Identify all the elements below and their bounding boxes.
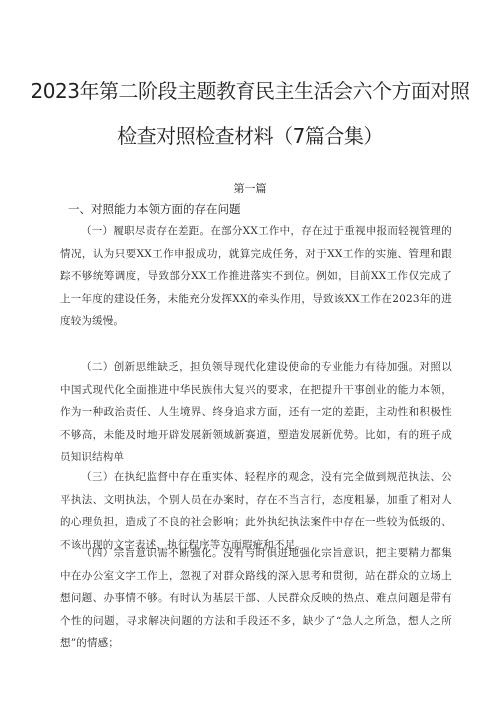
document-title-line-1: 2023年第二阶段主题教育民主生活会六个方面对照 — [30, 79, 470, 103]
paragraph-2: （二）创新思维缺乏，担负领导现代化建设使命的专业能力有待加强。对照以中国式现代化全面推进中华民族伟大复兴的要求，在把提升干事创业的能力本领，作为一种政治责任、人生境界、终身追求方面，还有一定的差距，主动性和积极性不够高，未能及时地开辟发展新领域新赛道，塑造发展新优势。比如，有的班子成员知识结构单 — [60, 361, 452, 464]
paragraph-3: （三）在执纪监督中存在重实体、轻程序的观念，没有完全做到规范执法、公平执法、文明执法，个别人员在办案时，存在不当言行，态度粗暴，加重了相对人的心理负担，造成了不良的社会影响；此外执纪执法案件中存在一些较为低级的、不该出现的文字表述、执行程序等方面瑕疵和不足。 — [60, 471, 452, 551]
paragraph-1: （一）履职尽责存在差距。在部分XX工作中，存在过于重视申报而轻视管理的情况，认为只要XX工作申报成功，就算完成任务，对于XX工作的实施、管理和跟踪不够统筹调度，导致部分XX工作推进落实不到位。例如，目前XX工作仅完成了上一年度的建设任务，未能充分发挥XX的牵头作用，导致该XX工作在2023年的进度较为缓慢。 — [60, 225, 452, 328]
section-heading: 一、对照能力本领方面的存在问题 — [68, 202, 241, 216]
document-title-line-2: 检查对照检查材料（7篇合集） — [117, 124, 383, 148]
document-subtitle: 第一篇 — [233, 182, 267, 195]
paragraph-4: （四）宗旨意识需不断强化。没有与时俱进地强化宗旨意识，把主要精力都集中在办公室文字工作上，忽视了对群众路线的深入思考和贯彻，站在群众的立场上想问题、办事情不够。有时认为基层干部、人民群众反映的热点、难点问题是带有个性的问题，寻求解决问题的方法和手段还不多，缺少了“急人之所急，想人之所想”的情感； — [60, 547, 452, 650]
